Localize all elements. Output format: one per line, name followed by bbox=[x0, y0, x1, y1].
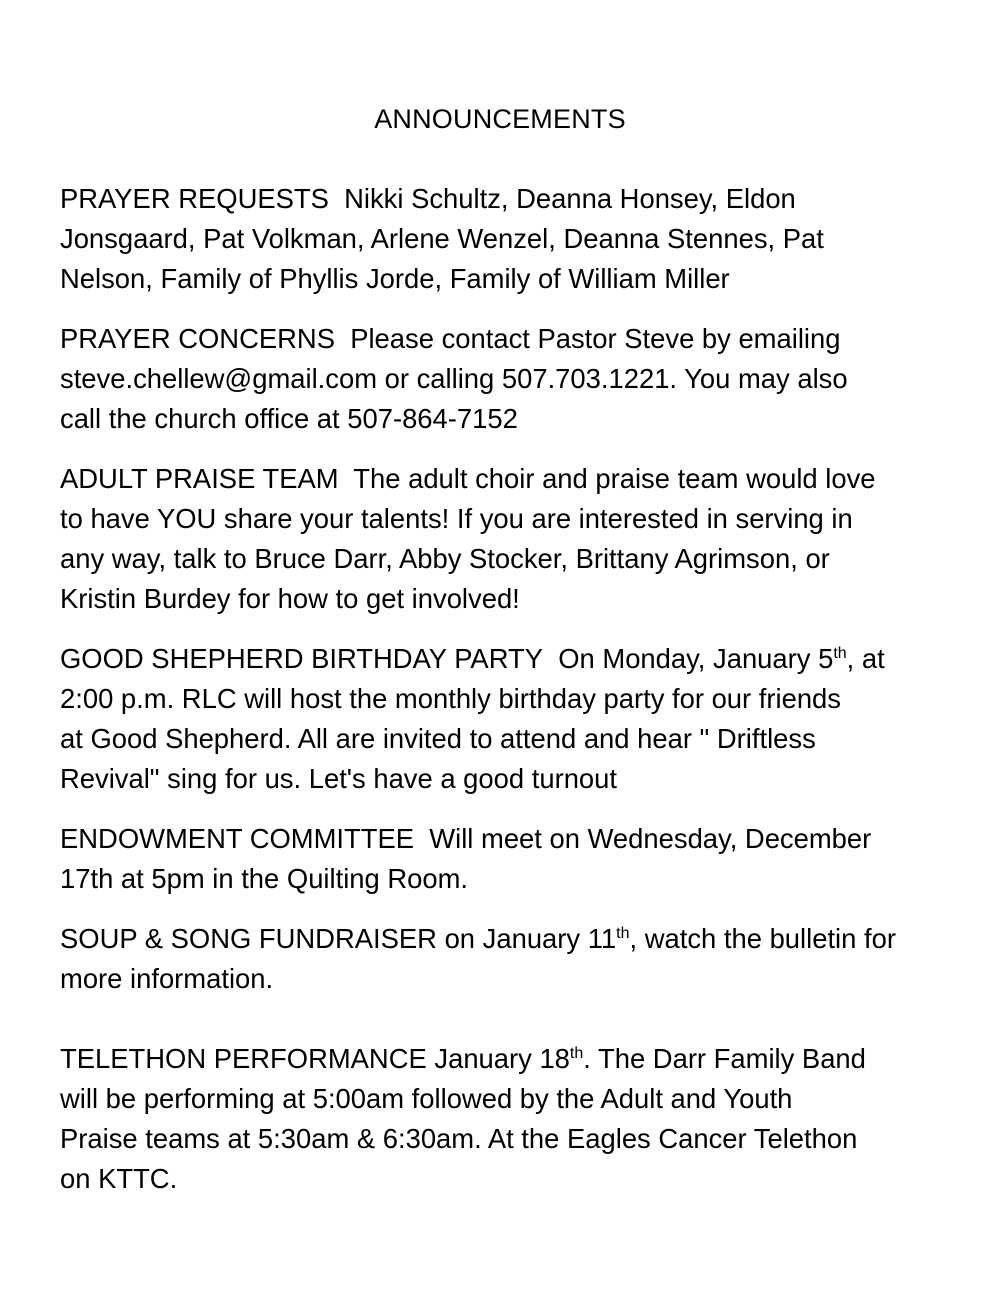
telethon-line-1 bbox=[60, 1039, 950, 1079]
section-text: Will meet on Wednesday, December bbox=[429, 823, 872, 854]
prayer-requests-line-1 bbox=[60, 179, 950, 219]
ordinal-suffix: th bbox=[616, 925, 630, 942]
section-text: Jonsgaard, Pat Volkman, Arlene Wenzel, Deanna Stennes, Pat bbox=[60, 223, 824, 254]
section-text: call the church office at 507-864-7152 bbox=[60, 403, 518, 434]
section-text: , watch the bulletin for bbox=[629, 923, 896, 954]
ordinal-suffix: th bbox=[833, 645, 847, 662]
section-text: Nelson, Family of Phyllis Jorde, Family of William Miller bbox=[60, 263, 730, 294]
section-text: 17th at 5pm in the Quilting Room. bbox=[60, 863, 469, 894]
section-text: on January 11 bbox=[444, 923, 617, 954]
adult-praise-line-1 bbox=[60, 459, 950, 499]
section-heading: ADULT PRAISE TEAM bbox=[60, 463, 339, 494]
section-heading: SOUP & SONG FUNDRAISER bbox=[60, 923, 437, 954]
section-text: , at bbox=[846, 643, 885, 674]
announcements-body bbox=[60, 179, 950, 1219]
soup-song-section bbox=[60, 919, 950, 999]
section-text: 2:00 p.m. RLC will host the monthly birthday party for our friends bbox=[60, 683, 841, 714]
adult-praise-team-section bbox=[60, 459, 950, 619]
section-text: steve.chellew@gmail.com or calling 507.703.1221. You may also bbox=[60, 363, 848, 394]
section-text: Please contact Pastor Steve by emailing bbox=[350, 323, 841, 354]
ordinal-suffix: th bbox=[569, 1045, 584, 1062]
section-heading: PRAYER CONCERNS bbox=[60, 323, 335, 354]
section-text: to have YOU share your talents! If you are interested in serving in bbox=[60, 503, 853, 534]
section-text: at Good Shepherd. All are invited to attend and hear " Driftless bbox=[60, 723, 816, 754]
section-heading: GOOD SHEPHERD BIRTHDAY PARTY bbox=[60, 643, 543, 674]
section-text: Kristin Burdey for how to get involved! bbox=[60, 583, 520, 614]
section-text: The adult choir and praise team would love bbox=[353, 463, 876, 494]
section-heading: PRAYER REQUESTS bbox=[60, 183, 329, 214]
birthday-party-section bbox=[60, 639, 950, 799]
page-title: ANNOUNCEMENTS bbox=[374, 104, 626, 134]
section-text: any way, talk to Bruce Darr, Abby Stocker, Brittany Agrimson, or bbox=[60, 543, 830, 574]
section-text: on KTTC. bbox=[60, 1163, 178, 1194]
section-heading: ENDOWMENT COMMITTEE bbox=[60, 823, 415, 854]
section-text: will be performing at 5:00am followed by the Adult and Youth bbox=[60, 1083, 793, 1114]
section-text: Praise teams at 5:30am & 6:30am. At the Eagles Cancer Telethon bbox=[60, 1123, 858, 1154]
soup-song-line-1 bbox=[60, 919, 950, 959]
endowment-committee-section bbox=[60, 819, 950, 899]
section-text: . The Darr Family Band bbox=[583, 1043, 866, 1074]
section-text: Revival" sing for us. Let's have a good turnout bbox=[60, 763, 618, 794]
prayer-concerns-section bbox=[60, 319, 950, 439]
prayer-concerns-line-1 bbox=[60, 319, 950, 359]
section-text: January 18 bbox=[434, 1043, 570, 1074]
birthday-party-line-1 bbox=[60, 639, 950, 679]
section-text: Nikki Schultz, Deanna Honsey, Eldon bbox=[344, 183, 796, 214]
section-text: more information. bbox=[60, 963, 274, 994]
endowment-line-1 bbox=[60, 819, 950, 859]
section-heading: TELETHON PERFORMANCE bbox=[60, 1043, 427, 1074]
section-text: On Monday, January 5 bbox=[558, 643, 834, 674]
prayer-requests-section bbox=[60, 179, 950, 299]
telethon-section bbox=[60, 1039, 950, 1199]
